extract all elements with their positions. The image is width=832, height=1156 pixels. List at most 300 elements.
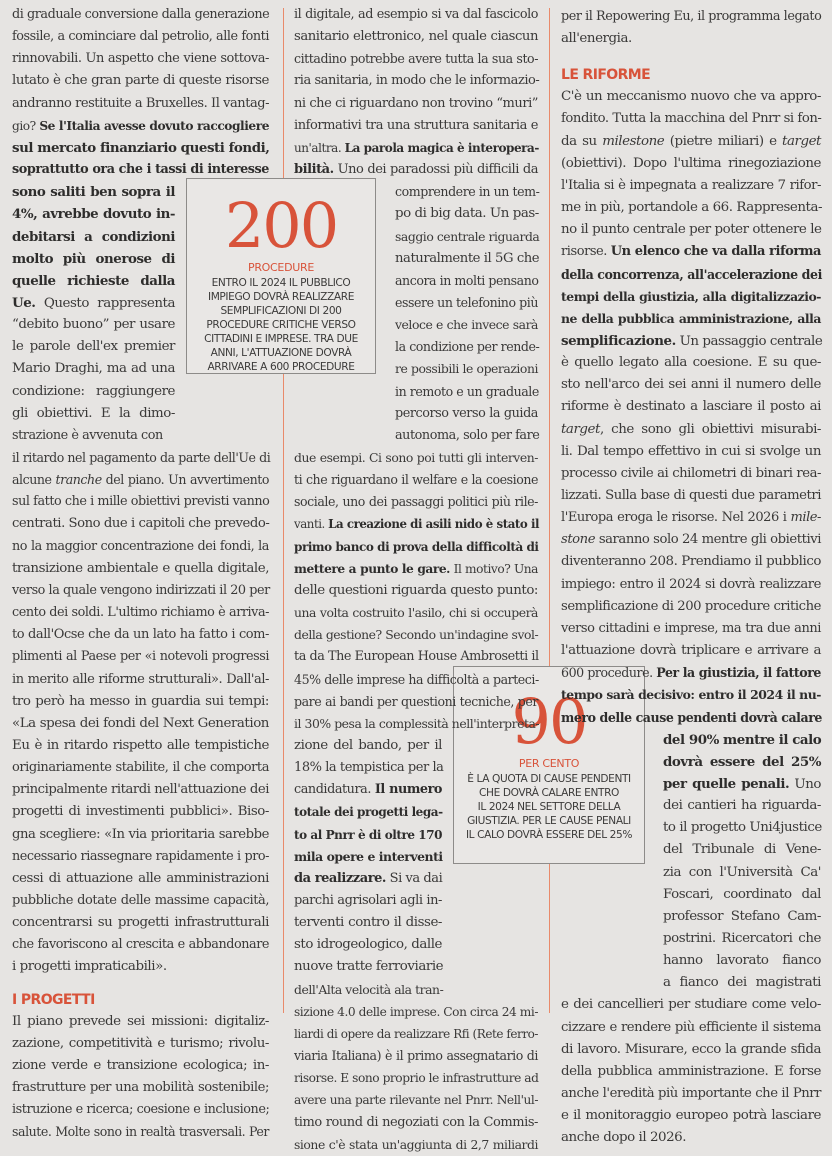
text-line: [294, 846, 442, 868]
text: candidatura.: [294, 782, 375, 798]
text: alcune: [12, 472, 56, 488]
text-line: [561, 707, 821, 729]
text: delle questioni riguarda questo punto:: [294, 582, 538, 598]
caption-line: GIUSTIZIA. PER LE CAUSE PENALI: [467, 815, 631, 827]
text-line: [12, 580, 269, 602]
text: in remoto e un graduale: [395, 383, 539, 399]
text: hanno lavorato fianco: [663, 953, 821, 969]
bold-text: tempi della giustizia, alla digitalizzazio-: [561, 288, 821, 304]
text: Uno: [789, 776, 821, 792]
text: necessario riassegnare rapidamente i pro-: [12, 848, 269, 864]
text-line: [294, 491, 538, 513]
column-rule-right: [549, 8, 550, 666]
text: vanti.: [294, 517, 329, 532]
text: ni che ci riguardano non trovino “muri”: [294, 95, 538, 111]
stat-number: 200: [224, 189, 338, 262]
text: processo civile ai chilometri di binari rea-: [561, 465, 821, 481]
text: rinnovabili. Un aspetto che viene sottova-: [12, 51, 269, 67]
text: originariamente stabilite, il che comporta: [12, 760, 269, 776]
bold-text: sono saliti ben sopra il: [12, 184, 175, 201]
text-line: [12, 270, 175, 292]
text: da su: [561, 133, 603, 149]
text-line: [294, 624, 538, 646]
text: professor Stefano Cam-: [663, 908, 821, 924]
text: progetti di investimenti pubblici». Biso-: [12, 804, 269, 820]
column-rule-left: [283, 373, 284, 1013]
text: me in più, portandole a 66. Rappresenta-: [561, 200, 823, 216]
text: strazione è avvenuta con: [12, 427, 163, 443]
text-line: [12, 70, 269, 92]
bold-text: Se l'Italia avesse dovuto raccogliere: [39, 118, 269, 133]
text: po di big data. Un pas-: [395, 206, 539, 222]
text-line: [294, 956, 442, 978]
caption-line: IL 2024 NEL SETTORE DELLA: [477, 801, 621, 813]
bold-text: per quelle penali.: [663, 775, 790, 792]
stat-number: 90: [511, 685, 587, 758]
text-line: [12, 513, 269, 535]
text: liardi di opere da realizzare Rfi (Rete ferro-: [294, 1026, 538, 1041]
text-line: [12, 691, 269, 713]
text: all'energia.: [561, 31, 632, 47]
text-line: [561, 6, 821, 28]
text: ria sanitaria, in modo che le informazio-: [294, 73, 540, 89]
stat-box-200: [186, 178, 376, 374]
text: del Tribunale di Vene-: [663, 842, 821, 858]
text-line: [12, 491, 269, 513]
text: cizzare e rendere più efficiente il sistema: [561, 1019, 821, 1035]
italic-text: mile-: [790, 510, 821, 526]
text: risorse. E sono proprio le infrastrutture ad: [294, 1071, 539, 1086]
text: Mario Draghi, ma ad una: [12, 361, 175, 377]
text-line: [561, 551, 821, 573]
text-line: [561, 219, 821, 241]
text-line: [12, 403, 175, 425]
section-heading: LE RIFORME: [561, 67, 651, 84]
caption-line: ARRIVARE A 600 PROCEDURE: [207, 361, 355, 373]
text-line: [12, 646, 269, 668]
italic-text: milestone: [602, 133, 665, 149]
text: anche l'eredità più importante che il Pnrr: [561, 1086, 821, 1102]
text-line: [12, 203, 175, 225]
text-line: [294, 1067, 538, 1089]
text-line: [395, 203, 538, 225]
text-line: [12, 624, 269, 646]
text-line: [395, 403, 538, 425]
text-line: [294, 70, 538, 92]
text: gna scegliere: «In via prioritaria sarebbe: [12, 826, 269, 842]
bold-text: quelle richieste dalla: [12, 272, 175, 289]
text: del piano. Un avvertimento: [101, 472, 269, 488]
bold-text: del 90% mentre il calo: [663, 731, 822, 748]
text: (obiettivi). Dopo l'ultima rinegoziazione: [561, 155, 821, 171]
text-line: [294, 824, 442, 846]
text-line: [12, 890, 269, 912]
text-line: [12, 1055, 269, 1077]
text: di lavoro. Misurare, ecco la grande sfida: [561, 1041, 821, 1057]
text: sione c'è stata un'aggiunta di 2,7 miliardi: [294, 1136, 538, 1152]
text-line: [294, 1134, 538, 1156]
text: tro però ha messo in guardia sui tempi:: [12, 693, 269, 709]
text: saggio centrale riguarda: [395, 228, 540, 244]
text-line: [561, 330, 821, 352]
text-line: [561, 241, 821, 263]
text-line: [12, 669, 269, 691]
text-line: [561, 396, 821, 418]
text: zione verde e transizione ecologica; in-: [12, 1057, 269, 1073]
text-line: [561, 574, 821, 596]
text-line: [561, 197, 821, 219]
text: comprendere in un tem-: [395, 184, 540, 200]
text-line: [294, 115, 538, 137]
bold-text: to al Pnrr è di oltre 170: [294, 827, 442, 842]
text-line: [561, 1039, 821, 1061]
text-line: [561, 86, 821, 108]
text-line: [561, 507, 821, 529]
text-line: [561, 419, 821, 441]
text-line: [561, 352, 821, 374]
bold-text: totale dei progetti lega-: [294, 805, 443, 820]
text: to il progetto Uni4justice: [663, 820, 822, 836]
text: terventi contro il disse-: [294, 915, 442, 931]
text-line: [294, 48, 538, 70]
text: verso la quale vengono indirizzati il 20 per: [12, 582, 270, 598]
text: sto idrogeologico, dalle: [294, 937, 442, 953]
text-line: [294, 979, 442, 1001]
text: 45% delle imprese ha difficoltà a parteci-: [294, 671, 539, 687]
text-line: [561, 28, 821, 50]
italic-text: tranche: [55, 472, 102, 488]
text: l'attuazione dovrà triplicare e arrivare a: [561, 643, 821, 659]
text-line: [294, 4, 538, 26]
text: Il motivo? Una: [449, 561, 538, 576]
text-line: [294, 868, 442, 890]
text: dei cantieri ha riguarda-: [663, 798, 821, 814]
bold-text: La creazione di asili nido è stato il: [328, 517, 540, 532]
bold-text: Un elenco che va dalla riforma: [610, 244, 821, 260]
text-line: [561, 596, 821, 618]
text-line: [294, 447, 538, 469]
text-line: [294, 602, 538, 624]
text-line: [294, 779, 442, 801]
text-line: [12, 1033, 269, 1055]
stat-label: PROCEDURE: [248, 261, 314, 274]
text-line: [294, 713, 538, 735]
text-line: [561, 529, 821, 551]
text-line: [12, 381, 175, 403]
stat-caption: [454, 772, 644, 842]
text-line: [12, 447, 269, 469]
text: re possibili le operazioni: [395, 361, 538, 377]
text: principalmente ritardi nell'attuazione dei: [12, 782, 269, 798]
text-line: [663, 773, 821, 795]
text-line: [663, 817, 821, 839]
bold-text: mero delle cause pendenti dovrà calare: [561, 709, 822, 725]
text-line: [12, 469, 269, 491]
text-line: [561, 1105, 821, 1127]
text: anche dopo il 2026.: [561, 1130, 687, 1146]
text: ancora in molti pensano: [395, 272, 539, 288]
text: dell'Alta velocità ala tran-: [294, 981, 444, 997]
text: sto nell'arco dei sei anni il numero delle: [561, 377, 821, 393]
bold-text: dovrà essere del 25%: [663, 753, 821, 770]
text-line: [12, 912, 269, 934]
text: sociale, uno dei passaggi politici più rile-: [294, 494, 538, 510]
text: zione del bando, per il: [294, 737, 442, 753]
text: timo round di negoziati con la Commis-: [294, 1114, 538, 1130]
text-line: [12, 934, 269, 956]
text-line: [561, 108, 821, 130]
text: gio?: [12, 118, 40, 133]
bold-text: ne della pubblica amministrazione, alla: [561, 310, 821, 326]
text-line: [561, 1127, 821, 1149]
text: cento dei soldi. L'ultimo richiamo è arriva-: [12, 605, 269, 621]
text-line: [561, 1083, 821, 1105]
text-line: [663, 729, 821, 751]
text-line: [12, 137, 269, 159]
text-line: [12, 735, 269, 757]
text-line: [561, 662, 821, 684]
caption-line: CHE DOVRÀ CALARE ENTRO: [479, 787, 619, 799]
text-line: [294, 513, 538, 535]
text-line: [12, 425, 162, 447]
text: no il punto centrale per poter ottenere le: [561, 222, 822, 238]
stat-caption: [187, 276, 375, 374]
text-line: [12, 1077, 269, 1099]
text-line: [294, 934, 442, 956]
text: impiego: entro il 2024 si dovrà realizzare: [561, 576, 821, 592]
bold-text: 4%, avrebbe dovuto in-: [12, 206, 175, 223]
text-line: [12, 713, 269, 735]
text-line: [12, 956, 269, 978]
text-line: [294, 1089, 538, 1111]
text-line: [561, 994, 821, 1016]
text-line: [12, 1121, 269, 1143]
text-line: [561, 463, 821, 485]
text: sul fatto che i mille obiettivi previsti vanno: [12, 494, 270, 510]
text-line: [294, 536, 538, 558]
caption-line: IMPIEGO DOVRÀ REALIZZARE: [207, 291, 355, 303]
text: essere un telefonino più: [395, 294, 539, 310]
caption-line: CITTADINI E IMPRESE. TRA DUE: [204, 333, 358, 345]
bold-text: Il numero: [374, 782, 442, 798]
text-line: [561, 175, 821, 197]
text: C'è un meccanismo nuovo che va appro-: [561, 89, 821, 105]
text: cittadino potrebbe avere tutta la sua sto-: [294, 51, 538, 67]
text-line: [663, 862, 821, 884]
caption-line: SEMPLIFICAZIONI DI 200: [220, 305, 342, 317]
caption-line: PROCEDURE CRITICHE VERSO: [206, 319, 356, 331]
text: riforme è destinato a lasciare il posto ai: [561, 399, 821, 415]
stat-label: PER CENTO: [518, 757, 580, 770]
text-line: [395, 381, 538, 403]
text-line: [561, 618, 821, 640]
text-line: [561, 441, 821, 463]
text: è quello legato alla coesione. E su que-: [561, 355, 821, 371]
text-line: [12, 757, 269, 779]
text: 18% la tempistica per la: [294, 760, 444, 776]
caption-line: IL CALO DOVRÀ ESSERE DEL 25%: [465, 829, 633, 841]
text-line: [294, 912, 442, 934]
text-line: [12, 824, 269, 846]
bold-text: Per la giustizia, il fattore: [656, 665, 821, 681]
text: postrini. Ricercatori che: [663, 931, 821, 946]
text: fondito. Tutta la macchina del Pnrr si fon-: [561, 111, 822, 127]
text-line: [663, 751, 821, 773]
text-line: [561, 485, 821, 507]
bold-text: La parola magica è interopera-: [344, 140, 539, 155]
text-line: [395, 314, 538, 336]
bold-text: molto più onerose di: [12, 250, 175, 267]
text-line: [12, 536, 269, 558]
text-line: [12, 558, 269, 580]
text: l'Europa eroga le risorse. Nel 2026 i: [561, 510, 791, 526]
text: i progetti impraticabili».: [12, 959, 167, 975]
text-line: [294, 735, 442, 757]
text: e dei cancellieri per studiare come velo-: [561, 997, 821, 1013]
text: zia con l'Università Ca': [663, 864, 821, 880]
text: della pubblica amministrazione. E forse: [561, 1063, 821, 1079]
text: saranno solo 24 mentre gli obiettivi: [595, 532, 821, 548]
italic-text: target: [561, 421, 600, 437]
text-line: [12, 1011, 269, 1033]
bold-text: soprattutto ora che i tassi di interesse: [12, 162, 269, 178]
text-line: [561, 308, 821, 330]
text-line: [395, 425, 538, 447]
text-line: [12, 801, 269, 823]
text: e il monitoraggio europeo potrà lasciare: [561, 1108, 821, 1124]
italic-text: target: [782, 133, 821, 149]
bold-text: da realizzare.: [294, 870, 386, 886]
text: un'altra.: [294, 140, 345, 155]
bold-text: semplificazione.: [561, 332, 676, 349]
text: in merito alle riforme strutturali». Dall'al-: [12, 671, 269, 687]
bold-text: sul mercato finanziario questi fondi,: [12, 139, 270, 156]
text-line: [395, 358, 538, 380]
text-line: [12, 26, 269, 48]
text-line: [561, 153, 821, 175]
text: Questo rappresenta: [35, 295, 175, 311]
text-line: [663, 795, 821, 817]
section-heading: I PROGETTI: [12, 991, 95, 1008]
text-line: [294, 137, 538, 159]
text: le parole dell'ex premier: [12, 339, 175, 355]
text: Il piano prevede sei missioni: digitaliz-: [12, 1013, 269, 1029]
text: sizione 4.0 delle imprese. Con circa 24 mi-: [294, 1004, 538, 1019]
caption-line: È LA QUOTA DI CAUSE PENDENTI: [467, 773, 631, 785]
text: concentrarsi su progetti infrastrutturali: [12, 915, 269, 931]
text-line: [395, 248, 538, 270]
text: viaria Italiana) è il primo assegnatario di: [294, 1048, 538, 1064]
text-line: [395, 270, 538, 292]
text-line: [12, 602, 269, 624]
text: il digitale, ad esempio si va dal fascicolo: [294, 7, 538, 22]
text: zazione, competitività e turismo; rivolu-: [12, 1035, 269, 1051]
text: «La spesa dei fondi del Next Generation: [12, 715, 269, 731]
text: 600 procedure.: [561, 665, 657, 681]
text-line: [294, 1023, 538, 1045]
text: Si va dai: [386, 870, 443, 886]
text: il 30% pesa la complessità nell'interpreta-: [294, 715, 540, 731]
text-line: [12, 181, 175, 203]
text-line: [294, 159, 538, 181]
text-line: [561, 1061, 821, 1083]
text-line: [663, 972, 821, 994]
caption-line: ANNI, L'ATTUAZIONE DOVRÀ: [210, 347, 352, 359]
text: plimenti al Paese per «i notevoli progressi: [12, 649, 269, 665]
text-line: [561, 640, 821, 662]
text-line: [12, 846, 269, 868]
text: lutato è che gran parte di queste risorse: [12, 73, 269, 89]
text-line: [561, 374, 821, 396]
text-line: [12, 1099, 269, 1121]
text-line: [561, 684, 821, 706]
text-line: [294, 580, 538, 602]
text: lizzati. Sulla base di questi due parametri: [561, 488, 821, 503]
text: sanitario elettronico, nel quale ciascun: [294, 29, 538, 45]
text-line: [294, 890, 442, 912]
text: transizione ambientale e quella digitale,: [12, 560, 269, 576]
text: Eu è in ritardo rispetto alle tempistiche: [12, 737, 269, 753]
text: avere una parte rilevante nel Pnrr. Nell'ul-: [294, 1093, 538, 1108]
text: (pietre miliari) e: [664, 133, 783, 149]
text-line: [395, 226, 538, 248]
text: salute. Molte sono in realtà trasversali. Per: [12, 1124, 269, 1140]
column-rule-right: [549, 863, 550, 1013]
text: , che sono gli obiettivi misurabi-: [599, 421, 821, 437]
text: cessi di attuazione alle amministrazioni: [12, 870, 269, 886]
text-line: [561, 264, 821, 286]
text: risorse.: [561, 244, 611, 260]
text-line: [294, 469, 538, 491]
text: nuove tratte ferroviarie: [294, 959, 444, 975]
text-line: [663, 839, 821, 861]
bold-text: debitarsi a condizioni: [12, 228, 175, 245]
column-rule-left: [283, 8, 284, 178]
text-line: [294, 26, 538, 48]
text-line: [395, 292, 538, 314]
text-line: [663, 950, 821, 972]
text: ti che riguardano il welfare e la coesione: [294, 472, 538, 488]
text-line: [294, 1112, 538, 1134]
text: parchi agrisolari agli in-: [294, 893, 442, 908]
text: Un passaggio centrale: [675, 333, 823, 349]
text: condizione: raggiungere: [12, 383, 175, 399]
text: Foscari, coordinato dal: [663, 886, 821, 902]
text: a fianco dei magistrati: [663, 975, 821, 991]
caption-line: ENTRO IL 2024 IL PUBBLICO: [211, 277, 351, 289]
text: della gestione? Secondo un'indagine svol-: [294, 627, 539, 643]
text-line: [294, 669, 538, 691]
bold-text: tempo sarà decisivo: entro il 2024 il nu-: [561, 687, 821, 703]
text: autonoma, solo per fare: [395, 427, 540, 443]
text-line: [561, 286, 821, 308]
text-line: [294, 646, 538, 668]
text-line: [294, 757, 442, 779]
text: li. Dal tempo effettivo in cui si svolge un: [561, 443, 821, 459]
text-line: [12, 868, 269, 890]
text-line: [294, 691, 538, 713]
text: frastrutture per una mobilità sostenibile;: [12, 1080, 269, 1096]
text: due esempi. Ci sono poi tutti gli interven-: [294, 450, 538, 465]
text-line: [294, 1045, 538, 1067]
bold-text: mettere a punto le gare.: [294, 561, 450, 576]
text: “debito buono” per usare: [12, 317, 175, 333]
bold-text: Ue.: [12, 294, 36, 311]
text: una volta costruito l'asilo, chi si occuperà: [294, 605, 538, 621]
text-line: [12, 336, 175, 358]
text-line: [12, 226, 175, 248]
text: la condizione per rende-: [395, 339, 540, 355]
